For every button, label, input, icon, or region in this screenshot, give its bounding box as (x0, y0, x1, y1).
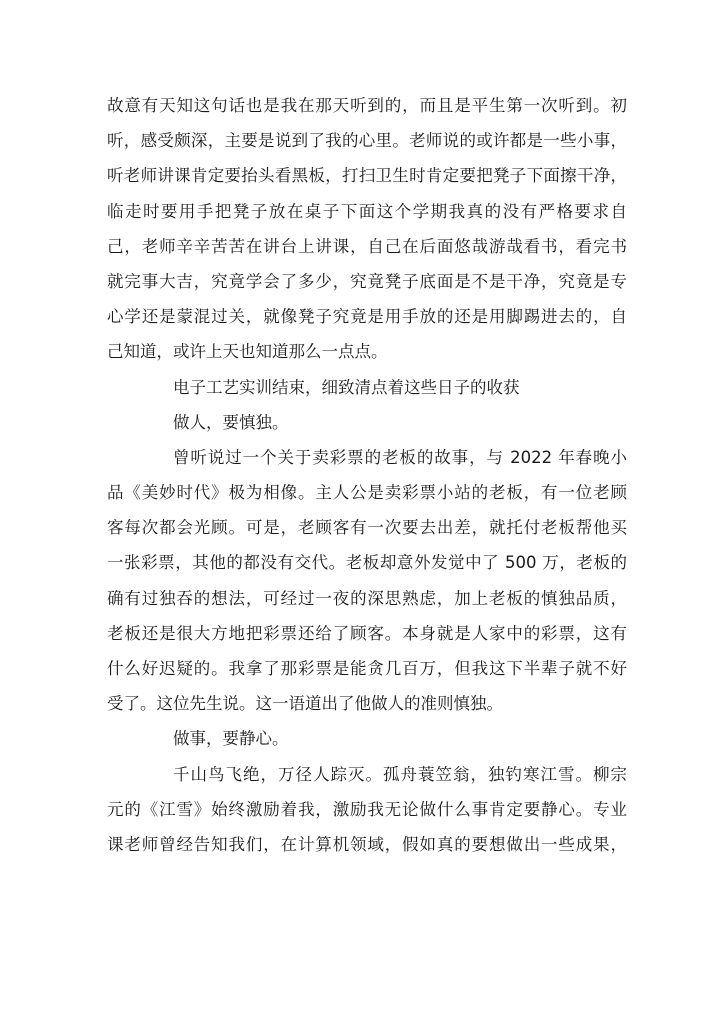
heading-line: 电子工艺实训结束，细致清点着这些日子的收获 (173, 377, 520, 397)
paragraph-line: 什么好迟疑的。我拿了那彩票是能贪几百万，但我这下半辈子就不好 (107, 659, 627, 678)
paragraph-line: 心学还是蒙混过关，就像凳子究竟是用手放的还是用脚踢进去的，自 (107, 307, 627, 327)
paragraph-line: 曾听说过一个关于卖彩票的老板的故事，与 2022 年春晚小 (173, 447, 627, 467)
paragraph-line: 元的《江雪》始终激励着我，激励我无论做什么事肯定要静心。专业 (107, 799, 627, 819)
paragraph-line: 一张彩票，其他的都没有交代。老板却意外发觉中了 500 万，老板的 (107, 553, 627, 573)
paragraph-line: 己，老师辛辛苦苦在讲台上讲课，自己在后面悠哉游哉看书，看完书 (107, 236, 627, 256)
paragraph-line: 老板还是很大方地把彩票还给了顾客。本身就是人家中的彩票，这有 (107, 623, 627, 643)
paragraph-line: 临走时要用手把凳子放在桌子下面这个学期我真的没有严格要求自 (107, 201, 627, 221)
paragraph-line: 受了。这位先生说。这一语道出了他做人的准则慎独。 (107, 694, 503, 714)
paragraph-line: 故意有天知这句话也是我在那天听到的，而且是平生第一次听到。初 (107, 96, 627, 115)
heading-line: 做事，要静心。 (173, 729, 289, 749)
paragraph-line: 己知道，或许上天也知道那么一点点。 (107, 342, 388, 362)
paragraph-line: 千山鸟飞绝，万径人踪灭。孤舟蓑笠翁，独钓寒江雪。柳宗 (173, 764, 627, 784)
paragraph-line: 课老师曾经告知我们，在计算机领域，假如真的要想做出一些成果， (107, 834, 627, 854)
paragraph-line: 就完事大吉，究竟学会了多少，究竟凳子底面是不是干净，究竟是专 (107, 271, 627, 291)
heading-line: 做人，要慎独。 (173, 412, 289, 432)
paragraph-line: 客每次都会光顾。可是，老顾客有一次要去出差，就托付老板帮他买 (107, 518, 627, 538)
paragraph-line: 确有过独吞的想法，可经过一夜的深思熟虑，加上老板的慎独品质， (107, 588, 627, 608)
paragraph-line: 听老师讲课肯定要抬头看黑板，打扫卫生时肯定要把凳子下面擦干净， (107, 166, 627, 186)
body-text (107, 88, 627, 862)
paragraph-line: 品《美妙时代》极为相像。主人公是卖彩票小站的老板，有一位老顾 (107, 483, 627, 503)
paragraph-line: 听，感受颇深，主要是说到了我的心里。老师说的或许都是一些小事， (107, 131, 627, 151)
